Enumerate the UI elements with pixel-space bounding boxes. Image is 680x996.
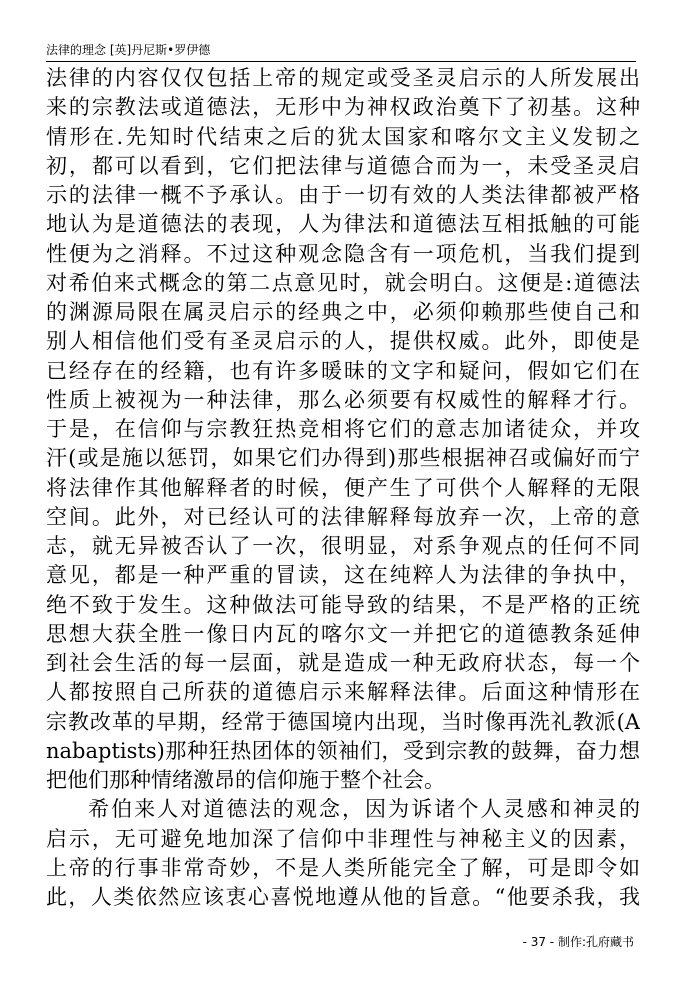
text-line: 地认为是道德法的表现，人为律法和道德法互相抵触的可能	[46, 212, 640, 237]
paragraph-start-line: 希伯来人对道德法的观念，因为诉诸个人灵感和神灵的	[88, 797, 640, 822]
text-line: 汗(或是施以惩罚，如果它们办得到)那些根据神召或偏好而宁	[46, 446, 640, 471]
text-line: 到社会生活的每一层面，就是造成一种无政府状态，每一个	[46, 651, 640, 675]
text-line: 初，都可以看到，它们把法律与道德合而为一，未受圣灵启	[46, 153, 640, 178]
text-line: 志，就无异被否认了一次，很明显，对系争观点的任何不同	[46, 534, 640, 558]
text-line: 绝不致于发生。这种做法可能导致的结果，不是严格的正统	[46, 592, 640, 617]
text-line: 法律的内容仅仅包括上帝的规定或受圣灵启示的人所发展出	[46, 66, 640, 90]
text-line: 上帝的行事非常奇妙，不是人类所能完全了解，可是即令如	[46, 855, 640, 880]
text-line: 性便为之消释。不过这种观念隐含有一项危机，当我们提到	[46, 241, 640, 266]
text-line: 宗教改革的早期，经常于德国境内出现，当时像再洗礼教派(A	[46, 709, 640, 734]
text-line: 于是，在信仰与宗教狂热竞相将它们的意志加诸徒众，并攻	[46, 417, 640, 441]
body-text	[46, 64, 640, 912]
text-line: 空间。此外，对已经认可的法律解释每放弃一次，上帝的意	[46, 504, 640, 529]
page-footer: - 37 - 制作:孔府藏书	[522, 935, 634, 949]
text-line: 情形在.先知时代结束之后的犹太国家和喀尔文主义发韧之	[46, 124, 640, 149]
text-line: nabaptists)那种狂热团体的领袖们，受到宗教的鼓舞，奋力想	[46, 738, 640, 763]
text-line: 此，人类依然应该衷心喜悦地遵从他的旨意。“他要杀我，我	[46, 885, 640, 909]
text-line: 示的法律一概不予承认。由于一切有效的人类法律都被严格	[46, 183, 640, 207]
text-line: 已经存在的经籍，也有许多暖昧的文字和疑问，假如它们在	[46, 358, 640, 383]
paragraph-end-line: 把他们那种情绪激昂的信仰施于整个社会。	[46, 768, 445, 792]
text-line: 思想大获全胜一像日内瓦的喀尔文一并把它的道德教条延伸	[46, 621, 640, 646]
header-rule	[46, 61, 636, 62]
text-line: 的渊源局限在属灵启示的经典之中，必须仰赖那些使自己和	[46, 300, 640, 324]
text-line: 性质上被视为一种法律，那么必须要有权威性的解释才行。	[46, 387, 640, 412]
text-line: 来的宗教法或道德法，无形中为神权政治奠下了初基。这种	[46, 95, 640, 120]
text-line: 意见，都是一种严重的冒读，这在纯粹人为法律的争执中，	[46, 563, 640, 588]
text-line: 别人相信他们受有圣灵启示的人，提供权威。此外，即使是	[46, 329, 640, 354]
text-line: 人都按照自己所获的道德启示来解释法律。后面这种情形在	[46, 680, 640, 705]
running-header: 法律的理念 [英]丹尼斯•罗伊德	[46, 43, 211, 57]
text-line: 将法律作其他解释者的时候，便产生了可供个人解释的无限	[46, 475, 640, 500]
text-line: 启示，无可避免地加深了信仰中非理性与神秘主义的因素，	[46, 826, 640, 851]
text-line: 对希伯来式概念的第二点意见时，就会明白。这便是:道德法	[46, 270, 640, 295]
